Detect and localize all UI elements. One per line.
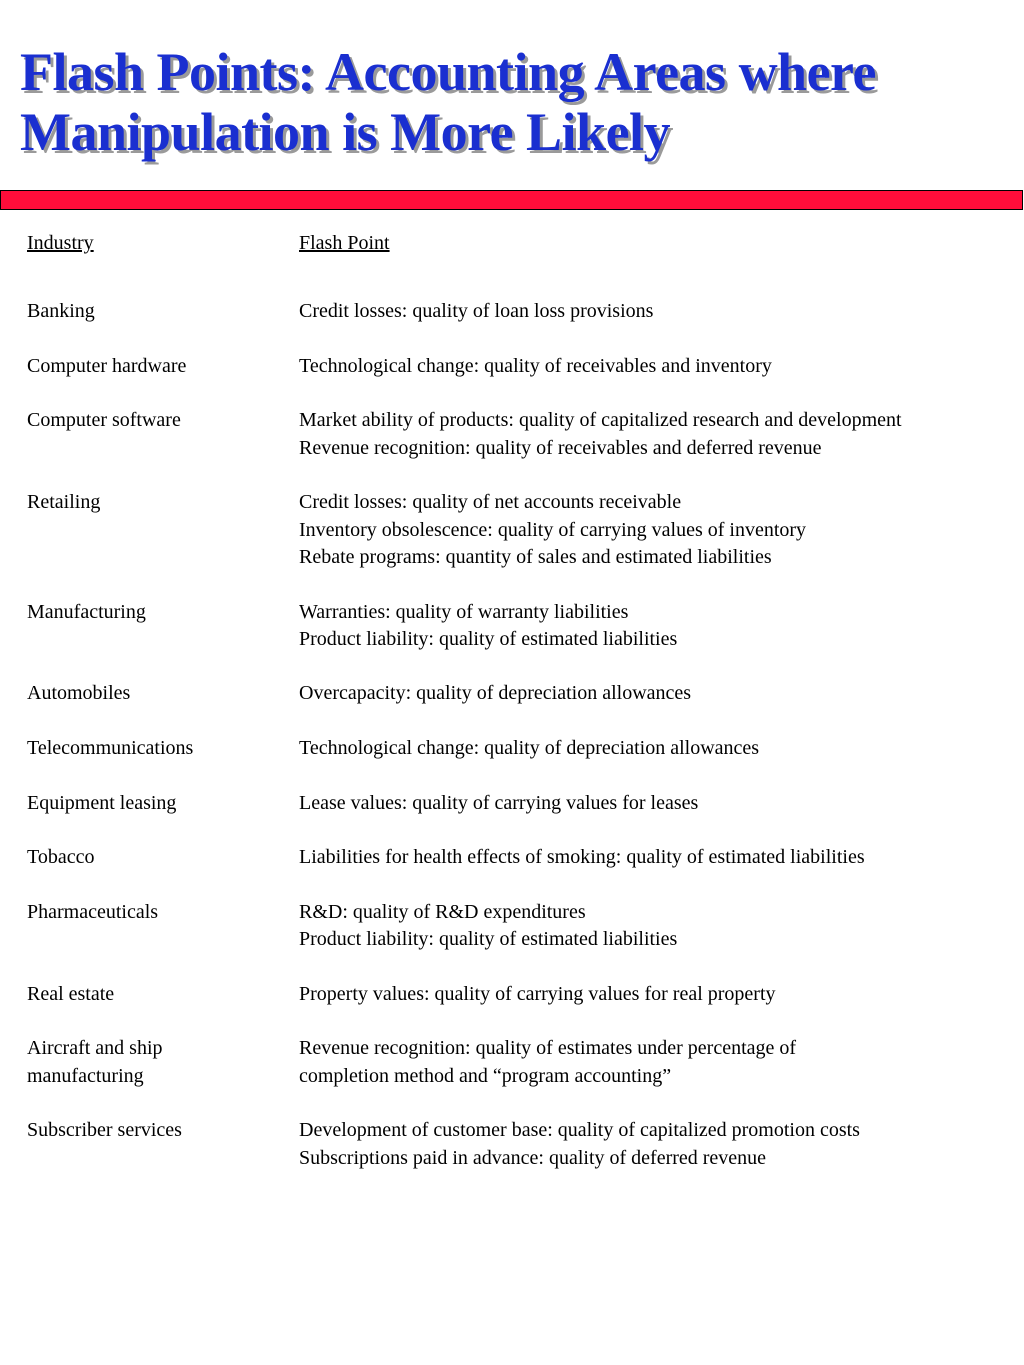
flash-point-text: Credit losses: quality of loan loss provisions [299,300,654,323]
industry-cell [27,735,299,762]
industry-name: Subscriber services [27,1119,182,1142]
table-row [27,981,1017,1008]
flash-point-text: Market ability of products: quality of capitalized research and development [299,409,902,432]
industry-cell [27,1117,299,1172]
industry-cell [27,981,299,1008]
industry-name: Real estate [27,982,115,1005]
industry-cell [27,680,299,707]
flash-point-cell [299,298,1017,325]
industry-name: manufacturing [27,1064,144,1087]
flash-point-text: Rebate programs: quantity of sales and estimated liabilities [299,545,772,568]
flash-point-cell [299,735,1017,762]
title-divider-bar [0,190,1023,210]
table-row [27,899,1017,954]
flash-point-text: Lease values: quality of carrying values for leases [299,791,699,814]
table-row [27,489,1017,571]
table-row [27,844,1017,871]
industry-name: Computer hardware [27,354,187,377]
industry-cell [27,899,299,954]
flash-point-cell [299,407,1017,462]
flash-point-cell [299,981,1017,1008]
flash-point-text: Warranties: quality of warranty liabilities [299,600,629,623]
flash-point-text: Liabilities for health effects of smoking: quality of estimated liabilities [299,846,865,869]
industry-column-header: Industry [27,232,94,254]
industry-name: Pharmaceuticals [27,900,159,923]
table-row [27,735,1017,762]
flash-points-table [27,230,1017,1199]
flash-point-text: Inventory obsolescence: quality of carrying values of inventory [299,518,807,541]
flash-point-cell [299,1035,1017,1090]
industry-cell [27,489,299,571]
industry-name: Computer software [27,409,181,432]
table-row [27,680,1017,707]
flash-point-cell [299,790,1017,817]
industry-cell [27,407,299,462]
table-row [27,1117,1017,1172]
industry-cell [27,599,299,654]
industry-name: Equipment leasing [27,791,177,814]
flash-point-text: completion method and “program accounting” [299,1064,672,1087]
table-row [27,790,1017,817]
slide-title [20,42,1020,162]
industry-name: Aircraft and ship [27,1037,163,1060]
flash-point-cell [299,599,1017,654]
flash-point-text: Technological change: quality of depreciation allowances [299,737,760,760]
flash-point-cell [299,489,1017,571]
table-row [27,298,1017,325]
slide-title-line-1: Flash Points: Accounting Areas where [20,42,877,102]
flash-point-cell [299,1117,1017,1172]
table-row [27,353,1017,380]
flash-point-cell [299,353,1017,380]
industry-name: Retailing [27,491,101,514]
flash-point-cell [299,844,1017,871]
flash-point-text: Product liability: quality of estimated liabilities [299,928,678,951]
table-row [27,1035,1017,1090]
industry-name: Tobacco [27,846,95,869]
industry-cell [27,353,299,380]
flash-point-text: Development of customer base: quality of capitalized promotion costs [299,1119,860,1142]
industry-name: Manufacturing [27,600,146,623]
slide-title-line-2: Manipulation is More Likely [20,102,671,162]
industry-cell [27,298,299,325]
industry-cell [27,790,299,817]
table-header-row [27,230,1017,257]
flash-point-cell [299,680,1017,707]
industry-cell [27,844,299,871]
industry-name: Telecommunications [27,737,194,760]
industry-name: Automobiles [27,682,131,705]
table-row [27,407,1017,462]
flash-point-column-header: Flash Point [299,232,390,254]
flash-point-cell [299,899,1017,954]
flash-point-text: R&D: quality of R&D expenditures [299,900,586,923]
table-row [27,599,1017,654]
flash-point-text: Credit losses: quality of net accounts receivable [299,491,682,514]
flash-point-text: Subscriptions paid in advance: quality of deferred revenue [299,1146,767,1169]
flash-point-text: Property values: quality of carrying values for real property [299,982,776,1005]
flash-point-text: Technological change: quality of receivables and inventory [299,354,772,377]
flash-point-text: Product liability: quality of estimated liabilities [299,627,678,650]
flash-point-text: Revenue recognition: quality of estimates under percentage of [299,1037,797,1060]
flash-point-text: Overcapacity: quality of depreciation allowances [299,682,692,705]
industry-cell [27,1035,299,1090]
table-body [27,298,1017,1172]
industry-name: Banking [27,300,95,323]
flash-point-text: Revenue recognition: quality of receivables and deferred revenue [299,436,822,459]
